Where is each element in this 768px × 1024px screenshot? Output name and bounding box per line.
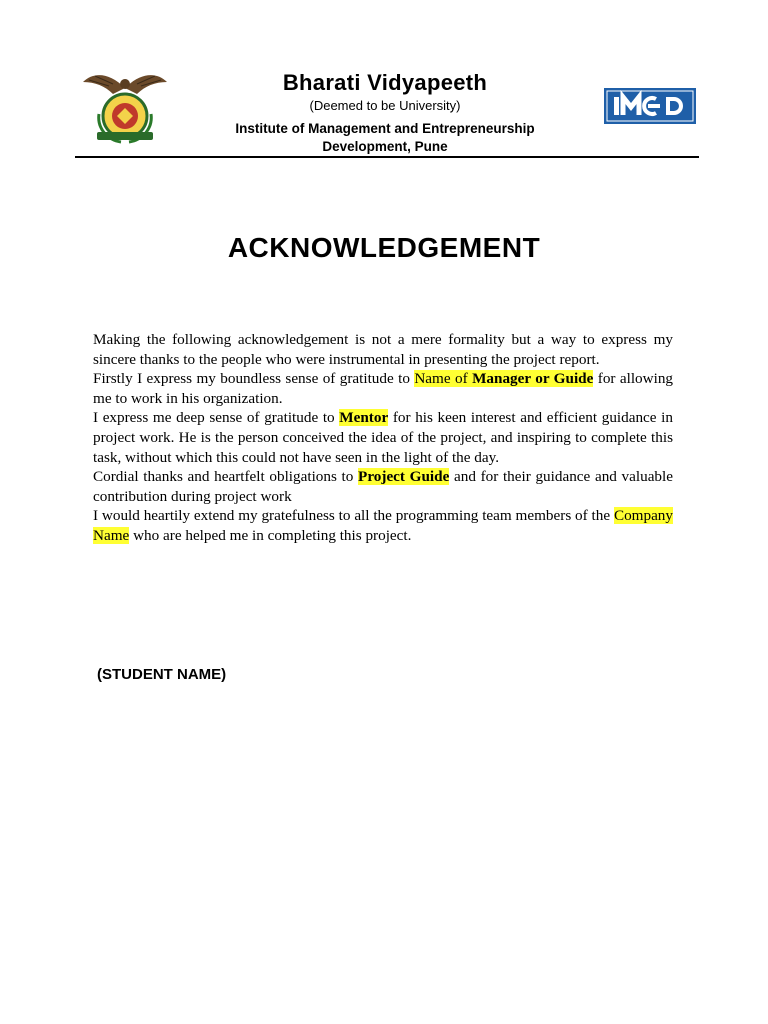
paragraph-4 bbox=[93, 467, 673, 506]
placeholder-manager-or-guide: Manager or Guide bbox=[472, 370, 594, 388]
letterhead bbox=[75, 60, 699, 160]
paragraph-5 bbox=[93, 506, 673, 545]
paragraph-5-text: I would heartily extend my gratefulness to all the programming team members of the bbox=[93, 507, 614, 525]
paragraph-4-text: Cordial thanks and heartfelt obligations to bbox=[93, 468, 359, 486]
paragraph-2-text-end: for allowing me to work in his organization. bbox=[93, 370, 674, 407]
paragraph-3 bbox=[93, 408, 673, 467]
paragraph-2 bbox=[93, 369, 673, 408]
paragraph-2-text: Firstly I express my boundless sense of gratitude to bbox=[93, 370, 415, 388]
paragraph-3-text: I express me deep sense of gratitude to bbox=[93, 409, 340, 427]
paragraph-1: Making the following acknowledgement is not a mere formality but a way to express my sincere thanks to the people who were instrumental in presenting the project report. bbox=[93, 331, 673, 368]
page-title: ACKNOWLEDGEMENT bbox=[227, 232, 541, 263]
acknowledgement-body bbox=[93, 330, 673, 546]
placeholder-project-guide: Project Guide bbox=[358, 468, 450, 486]
placeholder-manager-name: Name of bbox=[414, 370, 473, 388]
paragraph-4-text-end: and for their guidance and valuable contribution during project work bbox=[93, 468, 673, 505]
paragraph-5-text-end: who are helped me in completing this project. bbox=[129, 526, 412, 544]
header-divider bbox=[75, 156, 699, 158]
institute-location: Development, Pune bbox=[322, 139, 448, 154]
placeholder-mentor: Mentor bbox=[339, 409, 389, 427]
university-name: Bharati Vidyapeeth bbox=[282, 70, 488, 95]
imed-logo-icon bbox=[604, 88, 696, 124]
paragraph-3-text-end: for his keen interest and efficient guidance in project work. He is the person conceived the idea of the project, and inspiring to complete this task, without which this could not have seen in the light of the day. bbox=[93, 409, 673, 466]
university-seal-icon bbox=[79, 66, 171, 148]
student-name-signature: (STUDENT NAME) bbox=[97, 666, 227, 683]
placeholder-company-name: Company Name bbox=[93, 507, 673, 544]
institute-name: Institute of Management and Entrepreneurship bbox=[235, 121, 535, 136]
letterhead-text bbox=[185, 60, 585, 154]
university-subtitle: (Deemed to be University) bbox=[309, 98, 461, 113]
